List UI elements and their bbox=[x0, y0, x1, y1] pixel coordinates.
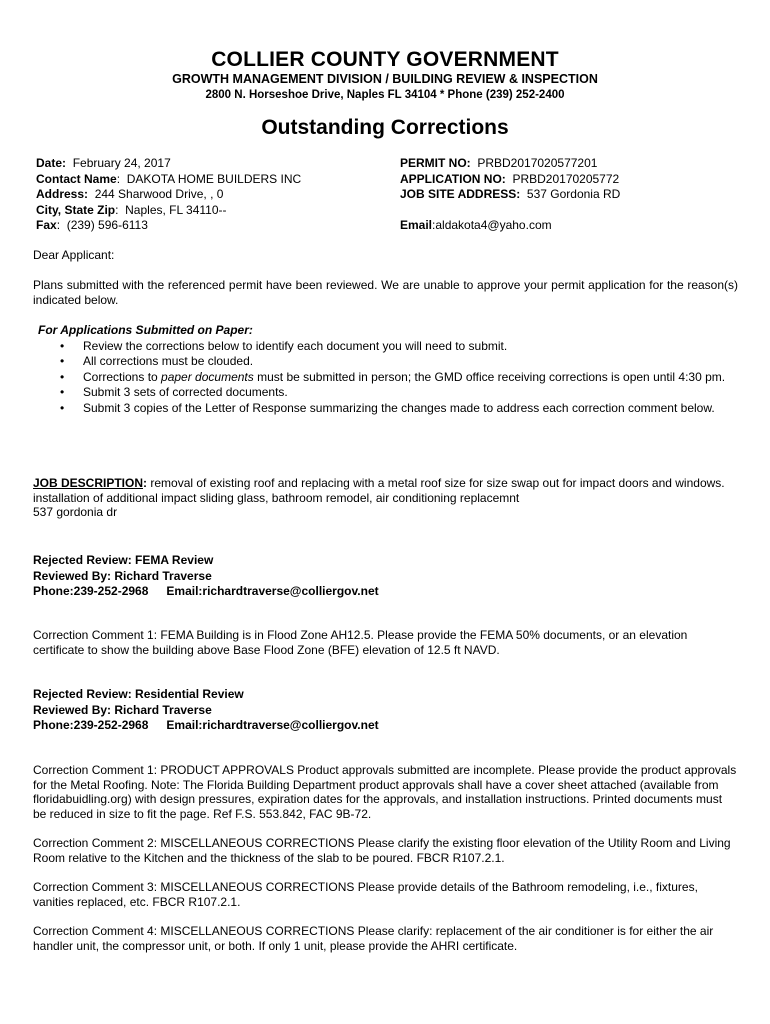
rejected-review-title: Rejected Review: FEMA Review bbox=[33, 553, 214, 567]
paper-instructions bbox=[33, 323, 738, 416]
contact-label: Contact Name bbox=[36, 171, 117, 186]
fax-row: Fax: (239) 596-6113 bbox=[36, 218, 148, 232]
reviewer-contact bbox=[33, 584, 738, 600]
correction-comment: Correction Comment 3: MISCELLANEOUS CORRECTIONS Please provide details of the Bathroom remodeling, i.e., fixtures, vanities replaced, etc. FBCR R107.2.1. bbox=[33, 880, 698, 909]
correction-comment: Correction Comment 4: MISCELLANEOUS CORRECTIONS Please clarify: replacement of the air conditioner is for either the air handler unit, the compressor unit, or both. If only 1 unit, please provide the AHRI certificate. bbox=[33, 924, 714, 953]
job-address: 537 gordonia dr bbox=[33, 505, 118, 519]
spacer bbox=[400, 203, 740, 219]
applicant-info bbox=[36, 156, 376, 234]
intro-paragraph: Plans submitted with the referenced permit have been reviewed. We are unable to approve your permit application for the reason(s) indicated below. bbox=[33, 278, 738, 307]
org-address: 2800 N. Horseshoe Drive, Naples FL 34104 * Phone (239) 252-2400 bbox=[205, 89, 565, 101]
contact-row: Contact Name: DAKOTA HOME BUILDERS INC bbox=[36, 171, 302, 186]
correction-comment: Correction Comment 2: MISCELLANEOUS CORRECTIONS Please clarify the existing floor elevation of the Utility Room and Living Room relative to the Kitchen and the thickness of the slab to be poured. FBCR R107.2.1. bbox=[33, 836, 731, 865]
bullet-icon: • bbox=[60, 354, 65, 368]
reviewer-name: Reviewed By: Richard Traverse bbox=[33, 702, 212, 717]
reviewer-contact bbox=[33, 718, 738, 734]
list-item bbox=[60, 400, 738, 417]
jobsite-label: JOB SITE ADDRESS: bbox=[400, 187, 521, 201]
reviewer-email: Email:richardtraverse@colliergov.net bbox=[166, 584, 379, 598]
list-item bbox=[60, 354, 738, 370]
paper-heading: For Applications Submitted on Paper: bbox=[38, 323, 253, 337]
email-row: Email:aldakota4@yaho.com bbox=[400, 218, 552, 232]
bullet-text: Review the corrections below to identify each document you will need to submit. bbox=[83, 338, 508, 353]
org-name: COLLIER COUNTY GOVERNMENT bbox=[211, 48, 559, 71]
job-description-colon: : bbox=[143, 476, 148, 490]
correction-comment: Correction Comment 1: PRODUCT APPROVALS Product approvals submitted are incomplete. Please provide the product approvals for the Metal Roofing. Note: The Florida Building Department product approvals shall have a cover sheet attached (available from floridabuidling.org) with design pressures, expiration dates for the approvals, and installation instructions. Printed documents must be reduced in size to fit the page. Ref F.S. 553.842, FAC 9B-72. bbox=[33, 763, 737, 821]
email-label: Email bbox=[400, 218, 433, 232]
salutation: Dear Applicant: bbox=[33, 248, 115, 262]
address-label: Address: bbox=[36, 187, 89, 201]
job-description-body: removal of existing roof and replacing with a metal roof size for size swap out for impact doors and windows. installation of additional impact sliding glass, bathroom remodel, air conditioning replacemnt bbox=[33, 476, 725, 505]
bullet-text: Corrections to bbox=[83, 369, 162, 384]
city-label: City, State Zip bbox=[36, 202, 116, 217]
fax-value: (239) 596-6113 bbox=[66, 218, 148, 232]
job-description-text bbox=[33, 476, 738, 505]
list-item bbox=[60, 369, 738, 386]
job-description-label: JOB DESCRIPTION bbox=[33, 476, 144, 490]
permit-row bbox=[400, 156, 740, 172]
date-value: February 24, 2017 bbox=[72, 156, 171, 170]
bullet-text: Submit 3 sets of corrected documents. bbox=[83, 385, 288, 399]
reviewer-phone: Phone:239-252-2968 bbox=[33, 584, 149, 598]
jobsite-value: 537 Gordonia RD bbox=[526, 187, 621, 201]
jobsite-row bbox=[400, 187, 740, 203]
city-row: City, State Zip: Naples, FL 34110-- bbox=[36, 202, 227, 217]
bullet-text: must be submitted in person; the GMD office receiving corrections is open until 4:30 pm. bbox=[253, 369, 726, 384]
fax-label: Fax bbox=[36, 218, 57, 232]
reviewer-phone: Phone:239-252-2968 bbox=[33, 718, 149, 732]
contact-value: DAKOTA HOME BUILDERS INC bbox=[126, 171, 302, 186]
application-label: APPLICATION NO: bbox=[400, 171, 506, 186]
correction-comment: Correction Comment 1: FEMA Building is in Flood Zone AH12.5. Please provide the FEMA 50% documents, or an elevation certificate to show the building above Base Flood Zone (BFE) elevation of 12.5 ft NAVD. bbox=[33, 628, 688, 657]
bullet-icon: • bbox=[60, 400, 65, 415]
job-description bbox=[33, 476, 738, 520]
bullet-text: All corrections must be clouded. bbox=[83, 354, 254, 368]
bullet-icon: • bbox=[60, 385, 65, 399]
date-row bbox=[36, 156, 376, 172]
review-residential bbox=[33, 687, 738, 734]
rejected-review-title: Rejected Review: Residential Review bbox=[33, 687, 244, 701]
address-value: 244 Sharwood Drive, , 0 bbox=[94, 187, 224, 201]
email-value: aldakota4@yaho.com bbox=[435, 218, 552, 232]
list-item bbox=[60, 338, 738, 355]
permit-label: PERMIT NO: bbox=[400, 156, 471, 170]
city-value: Naples, FL 34110-- bbox=[125, 202, 227, 217]
application-row bbox=[400, 172, 740, 188]
bullet-icon: • bbox=[60, 369, 65, 384]
address-row bbox=[36, 187, 376, 203]
permit-info bbox=[400, 156, 740, 234]
document-title: Outstanding Corrections bbox=[261, 116, 509, 139]
reviewer-name: Reviewed By: Richard Traverse bbox=[33, 568, 212, 583]
bullet-icon: • bbox=[60, 338, 65, 353]
reviewer-email: Email:richardtraverse@colliergov.net bbox=[166, 718, 379, 732]
application-value: PRBD20170205772 bbox=[512, 171, 620, 186]
division-name: GROWTH MANAGEMENT DIVISION / BUILDING REVIEW & INSPECTION bbox=[172, 72, 598, 86]
date-label: Date: bbox=[36, 156, 67, 170]
permit-value: PRBD2017020577201 bbox=[477, 156, 598, 170]
bullet-text: Submit 3 copies of the Letter of Response summarizing the changes made to address each correction comment below. bbox=[83, 400, 715, 415]
paper-bullet-list bbox=[33, 339, 738, 417]
list-item bbox=[60, 385, 738, 401]
bullet-emphasis: paper documents bbox=[161, 369, 254, 384]
review-fema bbox=[33, 553, 738, 600]
